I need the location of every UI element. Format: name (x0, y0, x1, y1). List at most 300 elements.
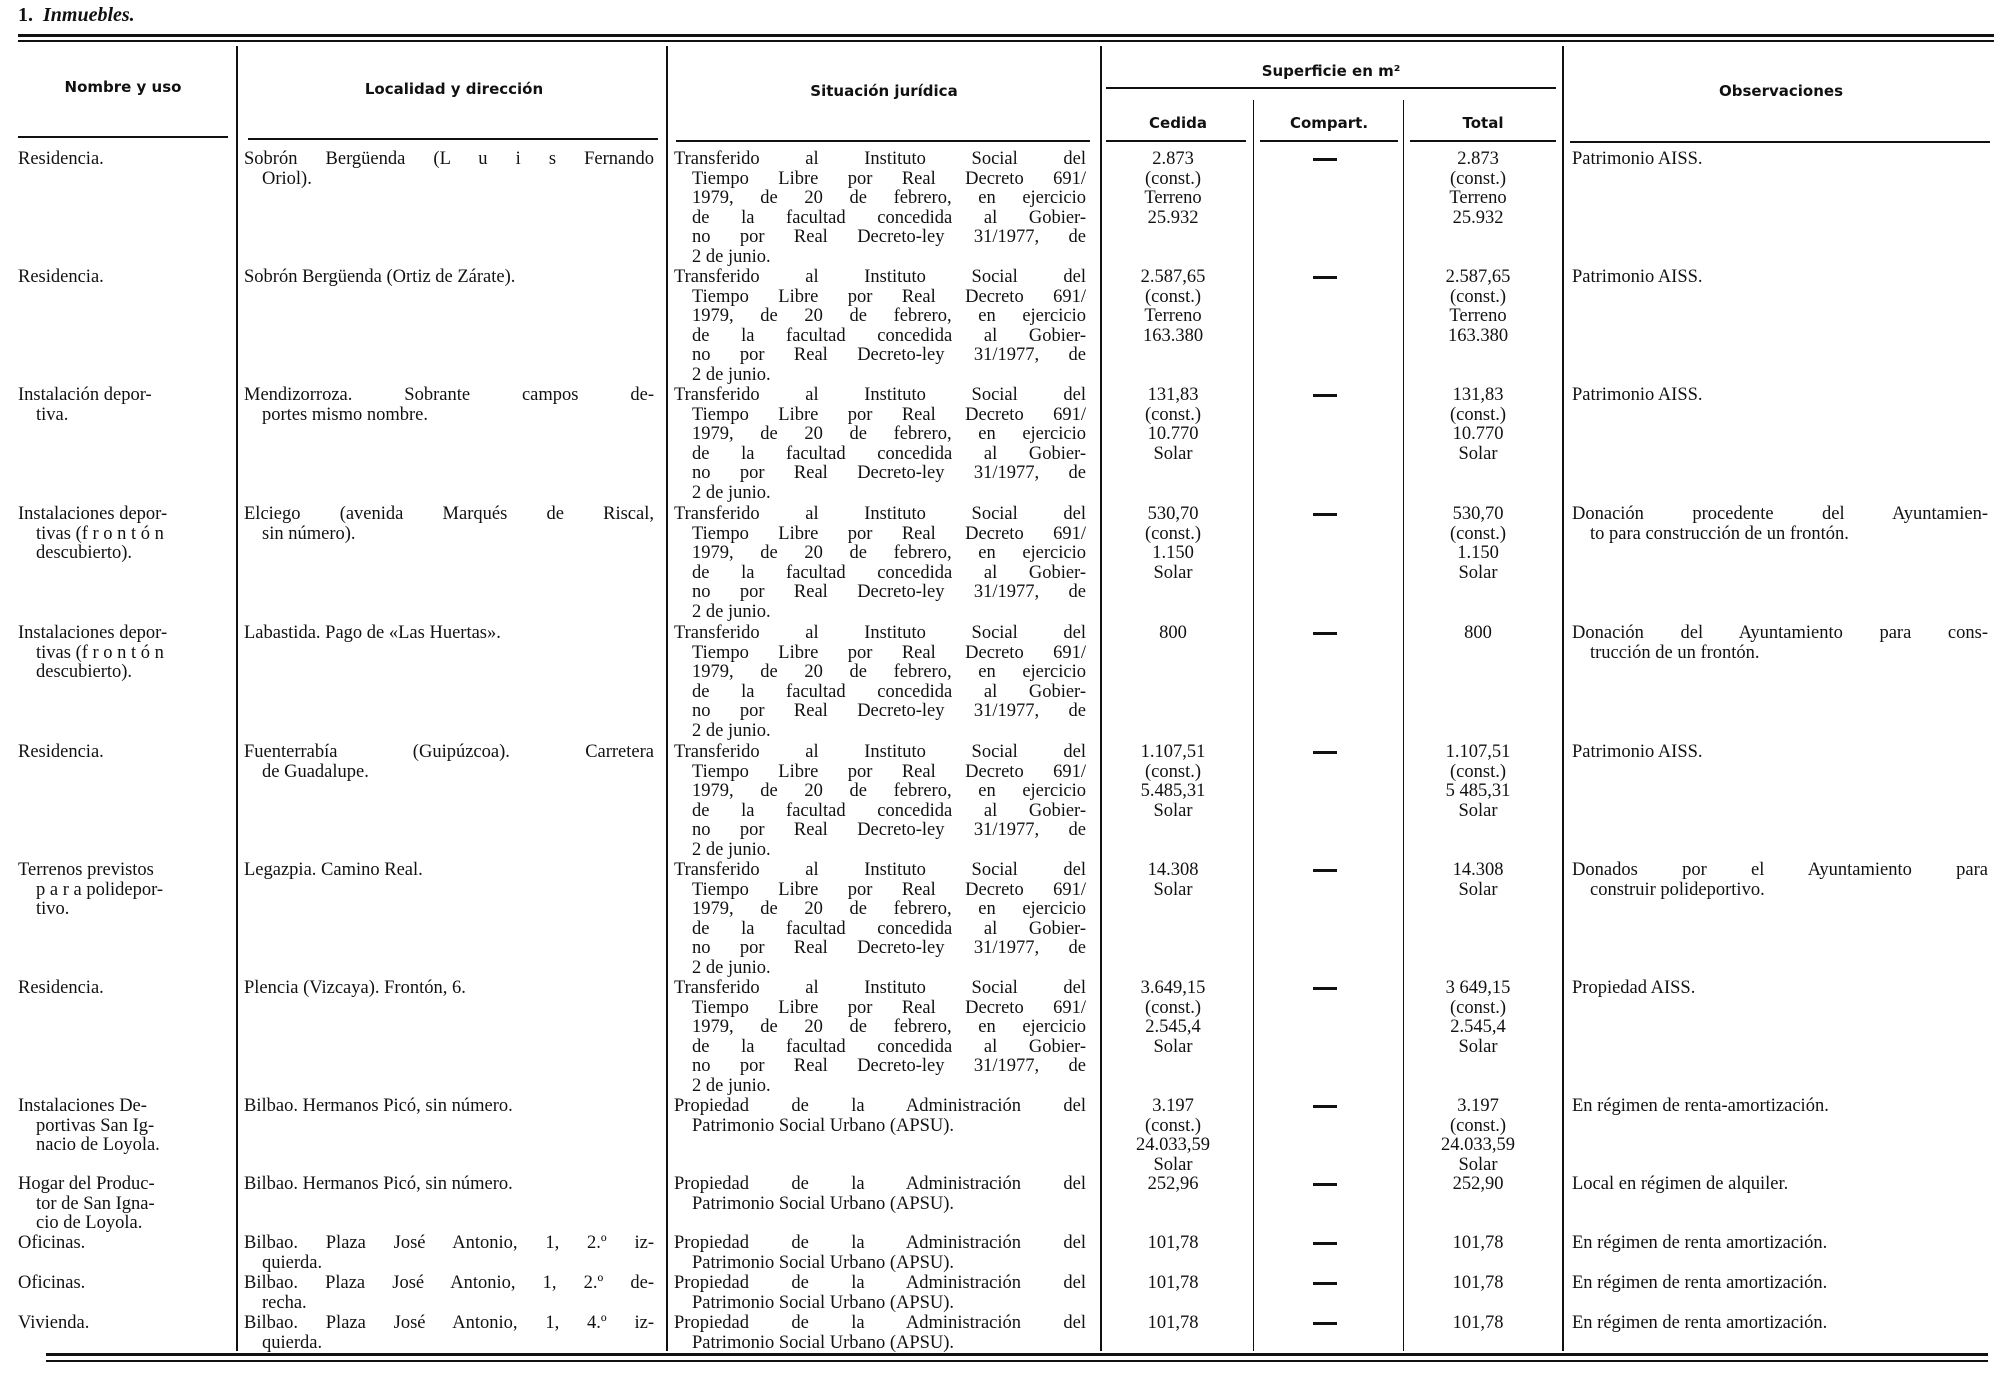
cell-observaciones (1572, 505, 1988, 544)
cell-line: 101,78 (1147, 1233, 1199, 1253)
cell-line: quierda. (262, 1332, 323, 1353)
cell-total (1408, 1097, 1548, 1175)
cell-line: 1979, de 20 de febrero, en ejercicio (692, 306, 1086, 327)
cell-cedida (1108, 386, 1238, 464)
cell-line: (const.) (1450, 286, 1506, 307)
header-superficie: Superficie en m² (1261, 62, 1401, 80)
cell-total (1408, 268, 1548, 346)
cell-cedida (1108, 979, 1238, 1057)
cell-line: de la facultad concedida al Gobier- (692, 1036, 1086, 1057)
cell-line: Solar (1153, 443, 1193, 464)
em-dash (1313, 987, 1337, 990)
cell-line: portes mismo nombre. (262, 404, 428, 425)
cell-observaciones (1572, 1097, 1988, 1117)
cell-line: (const.) (1145, 286, 1201, 307)
cell-situacion (674, 1274, 1086, 1313)
cell-cedida (1108, 1097, 1238, 1175)
cell-line: Solar (1458, 1154, 1498, 1175)
cell-localidad (244, 743, 654, 782)
cell-situacion (674, 386, 1086, 504)
cell-line: 3.197 (1152, 1096, 1194, 1116)
cell-line: Transferido al Instituto Social del (674, 742, 1086, 762)
bottom-double-rule-inner (46, 1360, 1988, 1362)
cell-line: 252,96 (1147, 1174, 1199, 1194)
cell-line: 2 de junio. (692, 364, 771, 385)
cell-line: Solar (1458, 879, 1498, 900)
cell-line: 131,83 (1452, 385, 1504, 405)
cell-localidad (244, 624, 654, 644)
cell-cedida (1108, 268, 1238, 346)
cell-line: 1.107,51 (1445, 742, 1511, 762)
em-dash (1313, 869, 1337, 872)
cell-cedida (1108, 624, 1238, 644)
cell-line: 101,78 (1452, 1313, 1504, 1333)
cell-line: Propiedad de la Administración del (674, 1174, 1086, 1194)
cell-line: (const.) (1450, 997, 1506, 1018)
cell-total (1408, 979, 1548, 1057)
cell-compart (1256, 861, 1394, 881)
header-rule (676, 140, 1090, 142)
em-dash (1313, 394, 1337, 397)
cell-line: Oficinas. (18, 1273, 86, 1293)
cell-localidad (244, 861, 654, 881)
cell-line: Tiempo Libre por Real Decreto 691/ (692, 168, 1086, 189)
cell-line: 2 de junio. (692, 482, 771, 503)
cell-line: Tiempo Libre por Real Decreto 691/ (692, 523, 1086, 544)
cell-line: Transferido al Instituto Social del (674, 504, 1086, 524)
cell-compart (1256, 1234, 1394, 1254)
cell-line: Patrimonio AISS. (1572, 385, 1703, 405)
section-number: 1. (18, 4, 33, 26)
header-compart: Compart. (1289, 114, 1369, 132)
cell-localidad (244, 1314, 654, 1353)
cell-line: construir polideportivo. (1590, 879, 1765, 900)
cell-cedida (1108, 1175, 1238, 1195)
cell-line: Propiedad de la Administración del (674, 1096, 1086, 1116)
cell-line: Local en régimen de alquiler. (1572, 1174, 1789, 1194)
cell-localidad (244, 979, 654, 999)
cell-line: recha. (262, 1292, 307, 1313)
cell-total (1408, 505, 1548, 583)
cell-line: de la facultad concedida al Gobier- (692, 681, 1086, 702)
cell-line: Donación procedente del Ayuntamien- (1572, 504, 1988, 524)
cell-total (1408, 624, 1548, 644)
cell-line: Solar (1458, 443, 1498, 464)
header-rule (18, 136, 228, 138)
cell-situacion (674, 505, 1086, 623)
cell-nombre (18, 150, 228, 170)
cell-line: Instalaciones depor- (18, 623, 168, 643)
header-rule (1570, 141, 1990, 143)
cell-localidad (244, 150, 654, 189)
cell-line: Solar (1153, 562, 1193, 583)
cell-line: de la facultad concedida al Gobier- (692, 325, 1086, 346)
em-dash (1313, 1282, 1337, 1285)
cell-compart (1256, 150, 1394, 170)
column-divider (1100, 46, 1102, 1351)
cell-compart (1256, 386, 1394, 406)
header-rule (1106, 87, 1556, 89)
cell-line: nacio de Loyola. (36, 1135, 160, 1156)
cell-line: 101,78 (1452, 1273, 1504, 1293)
em-dash (1313, 1242, 1337, 1245)
cell-line: tiva. (36, 404, 69, 425)
cell-line: Propiedad de la Administración del (674, 1313, 1086, 1333)
cell-line: Solar (1153, 1036, 1193, 1057)
cell-line: (const.) (1145, 1115, 1201, 1136)
cell-line: Terreno (1144, 306, 1202, 327)
cell-line: 1979, de 20 de febrero, en ejercicio (692, 188, 1086, 209)
em-dash (1313, 632, 1337, 635)
cell-line: (const.) (1145, 168, 1201, 189)
cell-line: 2 de junio. (692, 1075, 771, 1096)
cell-compart (1256, 1175, 1394, 1195)
section-title: Inmuebles. (43, 4, 135, 26)
cell-line: Terreno (1449, 306, 1507, 327)
cell-situacion (674, 1097, 1086, 1136)
cell-line: Solar (1153, 800, 1193, 821)
cell-line: 2 de junio. (692, 957, 771, 978)
cell-nombre (18, 743, 228, 763)
cell-localidad (244, 386, 654, 425)
em-dash (1313, 1322, 1337, 1325)
cell-localidad (244, 505, 654, 544)
header-cedida: Cedida (1149, 114, 1207, 132)
cell-line: 24.033,59 (1136, 1135, 1210, 1156)
cell-situacion (674, 1175, 1086, 1214)
cell-line: Terreno (1449, 188, 1507, 209)
cell-nombre (18, 861, 228, 920)
cell-line: de la facultad concedida al Gobier- (692, 918, 1086, 939)
cell-line: (const.) (1450, 523, 1506, 544)
cell-localidad (244, 1175, 654, 1195)
cell-line: 3.197 (1457, 1096, 1499, 1116)
cell-line: 800 (1159, 623, 1187, 643)
cell-situacion (674, 268, 1086, 386)
cell-line: En régimen de renta amortización. (1572, 1313, 1828, 1333)
cell-line: 10.770 (1147, 424, 1199, 445)
header-total: Total (1462, 114, 1504, 132)
cell-line: Tiempo Libre por Real Decreto 691/ (692, 642, 1086, 663)
cell-observaciones (1572, 1234, 1988, 1254)
cell-line: Residencia. (18, 742, 104, 762)
cell-line: 24.033,59 (1441, 1135, 1515, 1156)
cell-line: 2.587,65 (1445, 267, 1511, 287)
cell-line: 252,90 (1452, 1174, 1504, 1194)
cell-line: Residencia. (18, 149, 104, 169)
cell-line: Transferido al Instituto Social del (674, 860, 1086, 880)
cell-observaciones (1572, 861, 1988, 900)
cell-total (1408, 1234, 1548, 1254)
cell-line: 163.380 (1142, 325, 1204, 346)
cell-line: (const.) (1145, 997, 1201, 1018)
em-dash (1313, 513, 1337, 516)
cell-nombre (18, 1097, 228, 1156)
cell-line: Terrenos previstos (18, 860, 154, 880)
cell-localidad (244, 1274, 654, 1313)
top-double-rule (18, 34, 1994, 37)
cell-situacion (674, 150, 1086, 268)
cell-line: cio de Loyola. (36, 1213, 143, 1234)
top-double-rule-inner (18, 40, 1994, 42)
cell-line: 2.873 (1457, 149, 1499, 169)
cell-nombre (18, 268, 228, 288)
cell-line: Solar (1153, 1154, 1193, 1175)
cell-line: Propiedad de la Administración del (674, 1233, 1086, 1253)
cell-line: 101,78 (1147, 1313, 1199, 1333)
cell-line: Plencia (Vizcaya). Frontón, 6. (244, 978, 466, 998)
cell-line: Patrimonio AISS. (1572, 149, 1703, 169)
cell-observaciones (1572, 743, 1988, 763)
cell-line: Patrimonio Social Urbano (APSU). (692, 1332, 955, 1353)
column-divider (1253, 100, 1254, 1351)
header-rule (1106, 140, 1246, 142)
cell-line: Bilbao. Plaza José Antonio, 1, 2.º de- (244, 1273, 654, 1293)
cell-situacion (674, 1234, 1086, 1273)
cell-total (1408, 743, 1548, 821)
cell-line: Transferido al Instituto Social del (674, 978, 1086, 998)
cell-line: 2 de junio. (692, 246, 771, 267)
cell-line: 5 485,31 (1445, 781, 1511, 802)
cell-localidad (244, 1097, 654, 1117)
cell-line: no por Real Decreto-ley 31/1977, de (692, 701, 1086, 722)
cell-line: no por Real Decreto-ley 31/1977, de (692, 227, 1086, 248)
cell-localidad (244, 268, 654, 288)
cell-line: Patrimonio Social Urbano (APSU). (692, 1193, 955, 1214)
cell-observaciones (1572, 386, 1988, 406)
cell-line: no por Real Decreto-ley 31/1977, de (692, 820, 1086, 841)
cell-line: Bilbao. Hermanos Picó, sin número. (244, 1174, 513, 1194)
cell-line: de Guadalupe. (262, 761, 369, 782)
cell-line: (const.) (1450, 168, 1506, 189)
cell-nombre (18, 1175, 228, 1234)
cell-line: 2.545,4 (1145, 1017, 1201, 1038)
column-divider (236, 46, 238, 1351)
column-divider (1562, 46, 1564, 1351)
cell-line: Transferido al Instituto Social del (674, 385, 1086, 405)
cell-line: 3 649,15 (1445, 978, 1511, 998)
cell-line: Legazpia. Camino Real. (244, 860, 423, 880)
cell-line: 163.380 (1447, 325, 1509, 346)
cell-line: 1979, de 20 de febrero, en ejercicio (692, 543, 1086, 564)
cell-compart (1256, 1314, 1394, 1334)
cell-nombre (18, 1234, 228, 1254)
cell-line: no por Real Decreto-ley 31/1977, de (692, 938, 1086, 959)
cell-line: Instalación depor- (18, 385, 152, 405)
cell-situacion (674, 1314, 1086, 1353)
cell-situacion (674, 861, 1086, 979)
cell-line: Patrimonio Social Urbano (APSU). (692, 1292, 955, 1313)
cell-line: Transferido al Instituto Social del (674, 623, 1086, 643)
cell-line: p a r a polidepor- (36, 879, 164, 900)
header-rule (1260, 140, 1398, 142)
cell-cedida (1108, 861, 1238, 900)
cell-line: 1.150 (1152, 543, 1194, 564)
cell-compart (1256, 1097, 1394, 1117)
cell-observaciones (1572, 979, 1988, 999)
cell-line: Solar (1458, 1036, 1498, 1057)
cell-line: tivas (f r o n t ó n (36, 642, 164, 663)
cell-cedida (1108, 505, 1238, 583)
cell-line: 2.545,4 (1450, 1017, 1506, 1038)
cell-line: 1.107,51 (1140, 742, 1206, 762)
cell-line: Oriol). (262, 168, 312, 189)
cell-nombre (18, 505, 228, 564)
cell-line: 14.308 (1452, 860, 1504, 880)
cell-line: En régimen de renta amortización. (1572, 1273, 1828, 1293)
cell-cedida (1108, 1234, 1238, 1254)
header-localidad: Localidad y dirección (364, 80, 544, 98)
cell-line: Tiempo Libre por Real Decreto 691/ (692, 761, 1086, 782)
cell-line: Residencia. (18, 978, 104, 998)
cell-situacion (674, 743, 1086, 861)
cell-observaciones (1572, 1274, 1988, 1294)
cell-situacion (674, 624, 1086, 742)
cell-cedida (1108, 150, 1238, 228)
cell-total (1408, 1274, 1548, 1294)
column-divider (1403, 100, 1404, 1351)
cell-line: 5.485,31 (1140, 781, 1206, 802)
cell-line: 1979, de 20 de febrero, en ejercicio (692, 781, 1086, 802)
cell-line: tivas (f r o n t ó n (36, 523, 164, 544)
cell-line: 101,78 (1147, 1273, 1199, 1293)
cell-line: 1979, de 20 de febrero, en ejercicio (692, 899, 1086, 920)
cell-observaciones (1572, 624, 1988, 663)
cell-line: quierda. (262, 1252, 323, 1273)
cell-line: 1979, de 20 de febrero, en ejercicio (692, 662, 1086, 683)
cell-line: 1.150 (1457, 543, 1499, 564)
cell-line: 25.932 (1452, 207, 1504, 228)
cell-line: (const.) (1450, 761, 1506, 782)
cell-compart (1256, 505, 1394, 525)
cell-line: trucción de un frontón. (1590, 642, 1760, 663)
cell-line: portivas San Ig- (36, 1115, 155, 1136)
cell-line: Propiedad AISS. (1572, 978, 1696, 998)
cell-line: 10.770 (1452, 424, 1504, 445)
cell-situacion (674, 979, 1086, 1097)
cell-line: no por Real Decreto-ley 31/1977, de (692, 1056, 1086, 1077)
cell-line: Patrimonio AISS. (1572, 742, 1703, 762)
cell-line: no por Real Decreto-ley 31/1977, de (692, 582, 1086, 603)
cell-line: Mendizorroza. Sobrante campos de- (244, 385, 654, 405)
cell-line: Sobrón Bergüenda (L u i s Fernando (244, 149, 654, 169)
cell-line: Bilbao. Plaza José Antonio, 1, 2.º iz- (244, 1233, 654, 1253)
header-rule (248, 138, 658, 140)
cell-total (1408, 150, 1548, 228)
cell-cedida (1108, 743, 1238, 821)
cell-line: Transferido al Instituto Social del (674, 149, 1086, 169)
cell-line: Donados por el Ayuntamiento para (1572, 860, 1988, 880)
cell-cedida (1108, 1274, 1238, 1294)
cell-line: Tiempo Libre por Real Decreto 691/ (692, 286, 1086, 307)
cell-line: Solar (1458, 800, 1498, 821)
bottom-double-rule (46, 1353, 1988, 1356)
cell-line: Hogar del Produc- (18, 1174, 155, 1194)
cell-line: 2 de junio. (692, 601, 771, 622)
cell-line: Sobrón Bergüenda (Ortiz de Zárate). (244, 267, 516, 287)
cell-line: Tiempo Libre por Real Decreto 691/ (692, 997, 1086, 1018)
cell-line: En régimen de renta amortización. (1572, 1233, 1828, 1253)
cell-line: tor de San Igna- (36, 1193, 155, 1214)
cell-observaciones (1572, 1314, 1988, 1334)
cell-line: (const.) (1145, 761, 1201, 782)
cell-total (1408, 861, 1548, 900)
cell-line: Residencia. (18, 267, 104, 287)
cell-line: 2 de junio. (692, 720, 771, 741)
cell-nombre (18, 386, 228, 425)
cell-localidad (244, 1234, 654, 1273)
cell-line: (const.) (1145, 404, 1201, 425)
cell-line: 530,70 (1147, 504, 1199, 524)
cell-line: (const.) (1450, 1115, 1506, 1136)
cell-line: 101,78 (1452, 1233, 1504, 1253)
cell-line: de la facultad concedida al Gobier- (692, 443, 1086, 464)
cell-line: Patrimonio Social Urbano (APSU). (692, 1252, 955, 1273)
cell-line: Propiedad de la Administración del (674, 1273, 1086, 1293)
cell-line: no por Real Decreto-ley 31/1977, de (692, 345, 1086, 366)
cell-line: Solar (1458, 562, 1498, 583)
cell-observaciones (1572, 268, 1988, 288)
cell-total (1408, 1314, 1548, 1334)
cell-line: to para construcción de un frontón. (1590, 523, 1849, 544)
cell-line: Donación del Ayuntamiento para cons- (1572, 623, 1988, 643)
cell-line: Transferido al Instituto Social del (674, 267, 1086, 287)
cell-line: 25.932 (1147, 207, 1199, 228)
cell-line: 2.587,65 (1140, 267, 1206, 287)
cell-line: tivo. (36, 899, 70, 920)
cell-line: descubierto). (36, 662, 133, 683)
cell-line: Labastida. Pago de «Las Huertas». (244, 623, 501, 643)
cell-nombre (18, 979, 228, 999)
cell-line: Patrimonio AISS. (1572, 267, 1703, 287)
section-heading (18, 4, 135, 27)
em-dash (1313, 1183, 1337, 1186)
cell-nombre (18, 1274, 228, 1294)
cell-line: de la facultad concedida al Gobier- (692, 207, 1086, 228)
cell-line: Tiempo Libre por Real Decreto 691/ (692, 879, 1086, 900)
cell-line: 530,70 (1452, 504, 1504, 524)
cell-compart (1256, 743, 1394, 763)
em-dash (1313, 1105, 1337, 1108)
cell-line: 14.308 (1147, 860, 1199, 880)
cell-line: de la facultad concedida al Gobier- (692, 800, 1086, 821)
cell-line: Elciego (avenida Marqués de Riscal, (244, 504, 654, 524)
cell-line: 2 de junio. (692, 839, 771, 860)
cell-compart (1256, 1274, 1394, 1294)
cell-compart (1256, 979, 1394, 999)
cell-line: no por Real Decreto-ley 31/1977, de (692, 463, 1086, 484)
cell-line: (const.) (1145, 523, 1201, 544)
cell-line: 800 (1464, 623, 1492, 643)
cell-line: Vivienda. (18, 1313, 90, 1333)
cell-total (1408, 386, 1548, 464)
column-divider (666, 46, 668, 1351)
cell-line: 131,83 (1147, 385, 1199, 405)
header-rule (1410, 140, 1556, 142)
cell-line: Patrimonio Social Urbano (APSU). (692, 1115, 955, 1136)
cell-line: 1979, de 20 de febrero, en ejercicio (692, 1017, 1086, 1038)
cell-line: Tiempo Libre por Real Decreto 691/ (692, 404, 1086, 425)
cell-cedida (1108, 1314, 1238, 1334)
cell-line: sin número). (262, 523, 356, 544)
header-observaciones: Observaciones (1718, 82, 1843, 100)
cell-line: Solar (1153, 879, 1193, 900)
cell-compart (1256, 624, 1394, 644)
cell-total (1408, 1175, 1548, 1195)
em-dash (1313, 158, 1337, 161)
cell-line: En régimen de renta-amortización. (1572, 1096, 1829, 1116)
cell-line: de la facultad concedida al Gobier- (692, 562, 1086, 583)
